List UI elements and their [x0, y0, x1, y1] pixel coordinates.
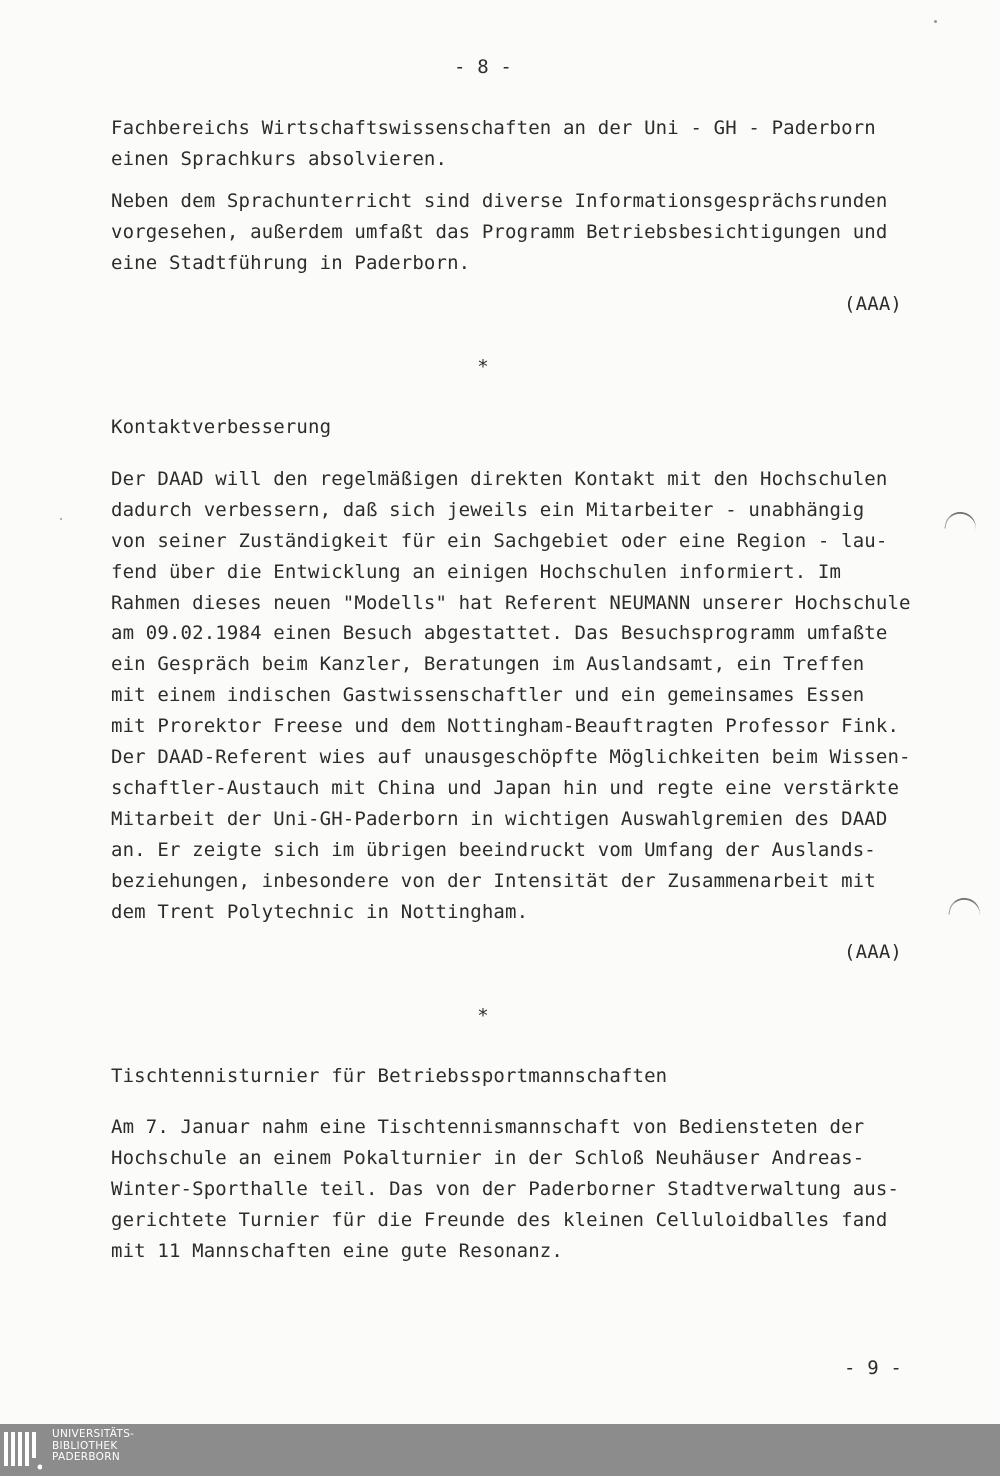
text-line: Der DAAD will den regelmäßigen direkten Kontakt mit den Hochschulen: [111, 468, 888, 490]
text-line: Neben dem Sprachunterricht sind diverse Informationsgesprächsrunden: [111, 190, 888, 212]
logo-line: UNIVERSITÄTS-: [52, 1428, 135, 1440]
logo-line: BIBLIOTHEK: [52, 1439, 118, 1452]
text-line: mit Prorektor Freese und dem Nottingham-Beauftragten Professor Fink.: [111, 715, 900, 737]
library-logo-icon: [2, 1430, 42, 1470]
text-line: mit einem indischen Gastwissenschaftler und ein gemeinsames Essen: [111, 684, 865, 706]
punch-hole-mark: [944, 509, 978, 535]
section-heading: Tischtennisturnier für Betriebssportmannschaften: [111, 1065, 668, 1087]
section-separator: *: [477, 356, 489, 378]
next-page-indicator: - 9 -: [844, 1357, 902, 1379]
text-line: dem Trent Polytechnic in Nottingham.: [111, 901, 529, 923]
page-number-header: - 8 -: [454, 56, 512, 78]
text-line: vorgesehen, außerdem umfaßt das Programm Betriebsbesichtigungen und: [111, 221, 888, 243]
library-logo-text: [52, 1429, 134, 1464]
text-line: Der DAAD-Referent wies auf unausgeschöpfte Möglichkeiten beim Wissen-: [111, 746, 911, 768]
text-line: Fachbereichs Wirtschaftswissenschaften an der Uni - GH - Paderborn: [111, 117, 876, 139]
text-line: dadurch verbessern, daß sich jeweils ein Mitarbeiter - unabhängig: [111, 499, 865, 521]
text-line: mit 11 Mannschaften eine gute Resonanz.: [111, 1240, 563, 1262]
text-line: Am 7. Januar nahm eine Tischtennismannschaft von Bediensteten der: [111, 1116, 865, 1138]
punch-hole-mark: [948, 895, 982, 921]
text-line: beziehungen, inbesondere von der Intensität der Zusammenarbeit mit: [111, 870, 876, 892]
section-separator: *: [477, 1005, 489, 1027]
text-line: gerichtete Turnier für die Freunde des kleinen Celluloidballes fand: [111, 1209, 888, 1231]
text-line: an. Er zeigte sich im übrigen beeindruckt vom Umfang der Auslands-: [111, 839, 876, 861]
text-line: Winter-Sporthalle teil. Das von der Paderborner Stadtverwaltung aus-: [111, 1178, 900, 1200]
scan-speck: [934, 20, 937, 23]
text-line: eine Stadtführung in Paderborn.: [111, 252, 471, 274]
text-line: ein Gespräch beim Kanzler, Beratungen im Auslandsamt, ein Treffen: [111, 653, 865, 675]
text-line: einen Sprachkurs absolvieren.: [111, 148, 448, 170]
text-line: Mitarbeit der Uni-GH-Paderborn in wichtigen Auswahlgremien des DAAD: [111, 808, 888, 830]
logo-line: PADERBORN: [52, 1451, 120, 1463]
text-line: Rahmen dieses neuen "Modells" hat Referent NEUMANN unserer Hochschule: [111, 592, 911, 614]
text-line: schaftler-Austauch mit China und Japan hin und regte eine verstärkte: [111, 777, 900, 799]
library-footer-bar: [0, 1424, 1000, 1476]
text-line: am 09.02.1984 einen Besuch abgestattet. Das Besuchsprogramm umfaßte: [111, 622, 888, 644]
text-line: fend über die Entwicklung an einigen Hochschulen informiert. Im: [111, 561, 842, 583]
text-line: Hochschule an einem Pokalturnier in der Schloß Neuhäuser Andreas-: [111, 1147, 865, 1169]
author-signature: (AAA): [844, 293, 902, 315]
text-line: von seiner Zuständigkeit für ein Sachgebiet oder eine Region - lau-: [111, 530, 888, 552]
section-heading: Kontaktverbesserung: [111, 416, 332, 438]
author-signature: (AAA): [844, 941, 902, 963]
scan-speck: [60, 518, 62, 520]
